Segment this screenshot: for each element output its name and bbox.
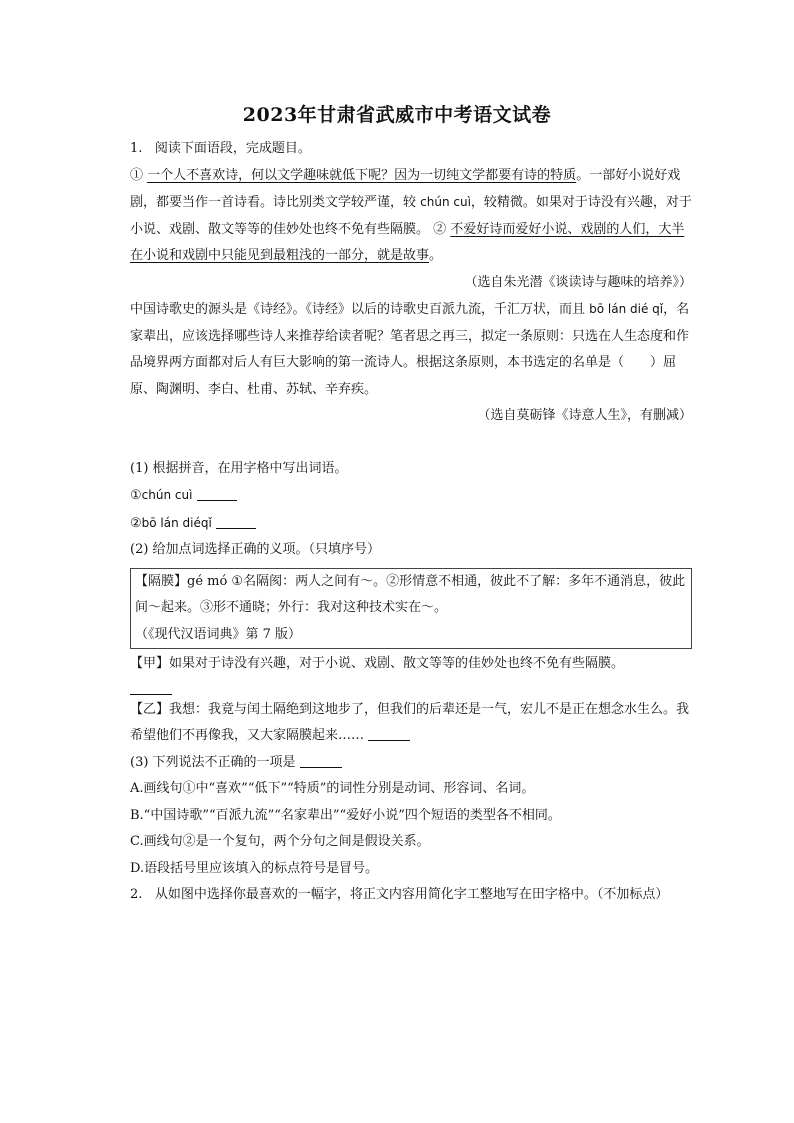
passage-2-text-2: ，名家辈出，应该选择哪些诗人来推荐给读者呢？笔者思之再三，拟定一条原则：只选在人生态度和作品境界两方面都对后人有巨大影响的第一流诗人。根据这条原则，本书选定的名单是（ ）屈原、陶渊明、李白、杜甫、苏轼、辛弃疾。 <box>130 302 690 397</box>
sub-question-1: (1) 根据拼音，在用字格中写出词语。 <box>130 460 348 476</box>
answer-blank-3[interactable] <box>300 753 342 768</box>
answer-blank-yi[interactable] <box>368 726 410 741</box>
q1-stem <box>130 136 692 163</box>
underlined-sentence-1b: 因为一切纯文学都要有诗的特质 <box>394 167 577 183</box>
mark-1: ① <box>130 167 144 183</box>
passage-1-text-1: 。一部好小说好戏剧，都要当作一首诗看。诗比别类文学较严谨，较 <box>130 167 681 210</box>
pinyin-bolandieqi: bō lán dié qǐ <box>589 302 664 316</box>
spacer <box>130 430 692 456</box>
item-1-mark: ① <box>130 488 142 503</box>
sub-question-3-label: (3) 下列说法不正确的一项是 <box>130 754 300 770</box>
sub-question-1-item-2 <box>130 510 692 538</box>
passage-2-text-1: 中国诗歌史的源头是《诗经》。《诗经》以后的诗歌史百派九流，千汇万状，而且 <box>130 302 590 317</box>
mark-2: ② <box>433 221 447 237</box>
q2-stem-text: 从如图中选择你最喜欢的一幅字，将正文内容用简化字工整地写在田字格中。（不加标点） <box>154 887 669 902</box>
underlined-sentence-1a: 一个人不喜欢诗，何以文学趣味就低下呢？ <box>147 167 395 183</box>
source-1: （选自朱光潜《谈读诗与趣味的培养》） <box>464 274 692 290</box>
example-yi <box>130 697 692 750</box>
example-jia: 【甲】如果对于诗没有兴趣，对于小说、戏剧、散文等等的佳妙处也终不免有些隔膜。 <box>130 656 625 671</box>
passage-1-text-3: 。 <box>429 248 443 263</box>
option-c: C.画线句②是一个复句，两个分句之间是假设关系。 <box>130 834 430 849</box>
item-2-mark: ② <box>130 515 142 531</box>
dictionary-entry-box <box>130 568 692 650</box>
sub-question-3 <box>130 750 692 777</box>
dictionary-source: （《现代汉语词典》第 7 版） <box>135 626 302 642</box>
sub-question-2: (2) 给加点词选择正确的义项。（只填序号） <box>130 542 381 557</box>
passage-1 <box>130 163 692 270</box>
sub-question-1-item-1 <box>130 482 692 510</box>
source-2: （选自莫砺锋《诗意人生》，有删减） <box>477 408 692 423</box>
dictionary-entry: 【隔膜】gé mó ①名隔阂：两人之间有～。②形情意不相通，彼此不了解：多年不通消息，彼此间～起来。③形不通晓；外行：我对这种技术实在～。 <box>135 573 686 615</box>
answer-blank-jia[interactable] <box>130 678 172 695</box>
q1-stem-text: 阅读下面语段，完成题目。 <box>154 141 311 156</box>
pinyin-chuncui: chún cuì <box>420 195 471 209</box>
item-1-pinyin: chún cuì <box>141 488 193 502</box>
q1-number: 1. <box>130 141 143 156</box>
q2-stem <box>130 882 692 909</box>
underlined-sentence-2: 不爱好诗而爱好小说、戏剧的人们，大半在小说和戏剧中只能见到最粗浅的一部分，就是故事 <box>130 221 685 263</box>
passage-1-text-2: ，较精微。如果对于诗没有兴趣，对于小说、戏剧、散文等等的佳妙处也终不免有些隔膜。 <box>130 195 692 237</box>
option-b: B.“中国诗歌”“百派九流”“名家辈出”“爱好小说”四个短语的类型各不相同。 <box>130 807 561 823</box>
option-a: A.画线句①中“喜欢”“低下”“特质”的词性分别是动词、形容词、名词。 <box>130 781 535 796</box>
page-title: 2023年甘肃省武威市中考语文试卷 <box>242 104 552 126</box>
option-d: D.语段括号里应该填入的标点符号是冒号。 <box>130 860 379 876</box>
answer-blank-1[interactable] <box>197 486 237 501</box>
example-yi-text: 【乙】我想：我竟与闰土隔绝到这地步了，但我们的后辈还是一气，宏儿不是正在想念水生么。我希望他们不再像我，又大家隔膜起来…… <box>130 701 690 743</box>
item-2-pinyin: bō lán diéqǐ <box>141 515 212 530</box>
q2-number: 2. <box>130 887 143 902</box>
answer-blank-2[interactable] <box>216 514 256 529</box>
exam-content <box>130 136 692 909</box>
passage-2 <box>130 296 692 403</box>
